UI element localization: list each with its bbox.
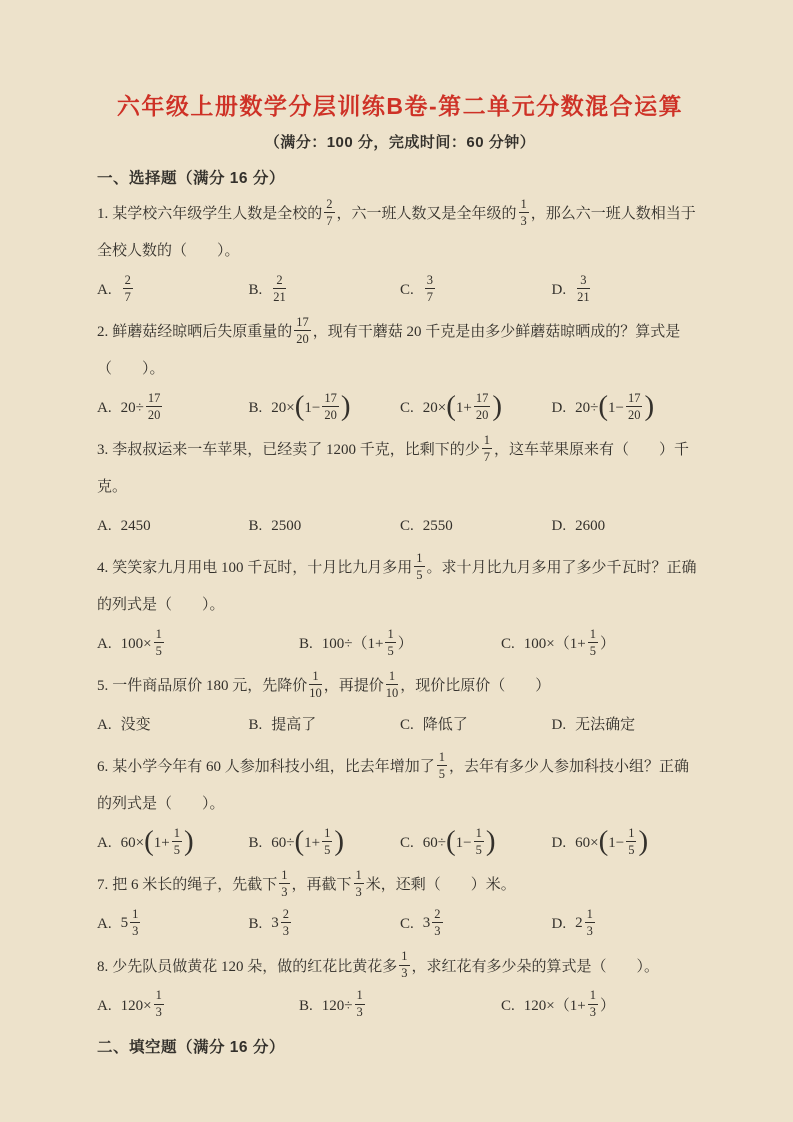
fraction [154,628,164,658]
option [552,507,704,545]
fraction-numerator: 17 [322,392,339,407]
question-number: 4. [97,560,109,576]
fraction [474,392,491,422]
fraction-numerator: 1 [588,628,598,643]
text-run: ，再截下 [291,877,352,893]
option-label: B. [299,997,313,1014]
option: A. 60×(1+ $\frac{1}{5}$ ) [97,824,194,857]
text-run: 笑笑家九月用电 100 千瓦时，十月比九月多用 [112,560,413,576]
fraction [474,827,484,857]
option-label: C. [400,400,414,416]
fraction-numerator: 1 [172,827,182,842]
fraction [322,827,332,857]
question-stem [97,432,703,506]
option [400,507,552,545]
option [249,706,401,744]
mixed-number [271,906,293,938]
fraction-denominator: 21 [577,289,590,304]
question-stem [97,749,703,823]
option: C. 20×(1+ $\frac{17}{20}$ ) [400,389,503,422]
section-heading-choice: 一、选择题（满分 16 分） [97,170,285,187]
text-run: 60× [575,835,599,851]
text-run: 把 6 米长的绳子，先截下 [112,877,278,893]
text-run: ，现有干蘑菇 20 千克是由多少鲜蘑菇晾晒成的？算式是（ ）。 [97,324,681,377]
text-run: ，去年有多少人参加科技小组？正确的列式是（ ）。 [97,759,690,812]
fraction [273,274,286,304]
option-label: C. [400,835,414,851]
text-run: 60÷ [271,835,295,851]
text-run: 1− [608,400,624,416]
fraction-denominator: 10 [309,685,322,700]
fraction-denominator: 20 [324,407,337,422]
option-label: D. [551,518,567,534]
fraction-denominator: 5 [589,643,596,658]
mixed-number [120,906,143,938]
fraction-numerator: 1 [355,989,365,1004]
fraction-numerator: 2 [432,908,442,923]
options-row [97,271,703,309]
fraction-denominator: 20 [627,407,641,422]
fraction [294,316,311,346]
fraction-denominator: 3 [401,966,408,981]
text-run: ，这车苹果原来有（ ）千克。 [97,442,690,495]
fraction-denominator: 3 [586,923,593,938]
fraction-denominator: 20 [296,331,309,346]
text-run: 1+ [153,835,170,851]
options-row [97,507,703,545]
fraction-denominator: 3 [132,923,139,938]
text-run: 100× [120,636,152,652]
fraction-denominator: 21 [273,289,286,304]
option-label: D. [551,717,567,733]
fraction [588,628,598,658]
text-run: 20× [271,400,295,416]
fraction-numerator: 3 [425,274,435,289]
option [97,905,249,944]
text-run: 120× [120,997,152,1014]
text-run: 没变 [120,717,151,733]
fraction-numerator: 1 [386,670,399,685]
option [249,905,401,944]
option-label: A. [97,997,112,1014]
fraction-denominator: 20 [475,407,489,422]
option: B. 60÷(1+ $\frac{1}{5}$ ) [248,824,345,857]
text-run: 无法确定 [575,717,636,733]
fraction [585,908,595,938]
question-4 [97,550,703,663]
text-run: ，六一班人数又是全年级的 [336,206,517,222]
option [552,905,704,944]
text-run: 某小学今年有 60 人参加科技小组，比去年增加了 [112,759,435,775]
option-label: B. [248,518,263,534]
fraction-denominator: 7 [124,289,131,304]
option [501,625,703,663]
fraction-numerator: 1 [385,628,395,643]
option-label: C. [400,916,414,932]
option-label: C. [400,518,414,534]
section-heading-fill-blank: 二、填空题（满分 16 分） [97,1038,285,1056]
option-label: C. [501,636,515,652]
mixed-whole: 3 [271,914,279,931]
text-run: 降低了 [422,717,468,733]
text-run: 1+ [455,400,472,416]
text-run: ） [397,636,413,652]
fraction-numerator: 1 [322,827,332,842]
fraction [146,392,163,422]
question-stem [97,196,703,270]
options-row [97,389,703,427]
text-run: 120÷ [321,997,353,1014]
option [400,905,552,944]
fraction-numerator: 1 [309,670,322,685]
text-run: 鲜蘑菇经晾晒后失原重量的 [112,324,293,340]
fraction-denominator: 3 [356,1005,363,1020]
options-row [97,905,703,944]
text-run: 100×（1+ [523,636,586,652]
fraction [385,628,395,658]
question-1 [97,196,703,309]
fraction [519,198,529,228]
text-run: 2550 [422,518,453,534]
option-label: B. [248,916,263,932]
option-label: D. [551,282,567,298]
option [97,271,249,309]
fraction-numerator: 1 [482,434,492,449]
option [400,706,552,744]
fraction-denominator: 3 [282,923,290,938]
text-run: 60÷ [422,835,446,851]
options-row [97,824,703,862]
fraction-denominator: 7 [426,289,434,304]
fraction-denominator: 5 [475,842,482,857]
text-run: 2600 [575,518,606,534]
option [97,507,249,545]
fraction [626,392,643,422]
text-run: 60× [120,835,145,851]
text-run: ） [599,636,615,652]
fraction-numerator: 1 [626,827,636,842]
fraction-denominator: 3 [589,1005,596,1020]
fraction [309,670,322,700]
option-label: B. [248,835,263,851]
question-number: 8. [97,958,109,975]
fraction-numerator: 17 [294,316,311,331]
fraction-numerator: 1 [154,989,164,1004]
fraction [324,198,334,228]
option-label: A. [97,717,112,733]
question-number: 5. [97,678,109,694]
fraction-denominator: 10 [385,685,399,700]
text-run: 某学校六年级学生人数是全校的 [112,206,323,222]
fraction-denominator: 5 [155,643,162,658]
exam-score-time-subtitle: （满分：100 分，完成时间：60 分钟） [264,134,536,151]
fraction [354,869,364,899]
fraction-denominator: 5 [387,643,394,658]
fraction [626,827,636,857]
option-label: B. [299,636,313,652]
fraction [577,274,590,304]
option: B. 20×(1− $\frac{17}{20}$ ) [248,389,351,422]
fraction-numerator: 1 [354,869,364,884]
option [97,389,249,427]
mixed-whole: 3 [422,914,431,931]
option [97,987,299,1025]
fraction-numerator: 2 [324,198,334,213]
fraction-denominator: 3 [155,1005,162,1020]
text-run: ，再提价 [323,678,384,694]
text-run: 1− [608,835,625,851]
option-label: D. [551,835,567,851]
text-run: 20÷ [120,400,144,416]
text-run: 2450 [120,518,151,534]
text-run: 米，还剩（ ）米。 [365,877,516,893]
option [299,625,501,663]
fraction-numerator: 2 [273,274,286,289]
question-8 [97,949,703,1025]
fraction [432,908,442,938]
fraction-denominator: 7 [483,449,491,464]
text-run: 20÷ [575,400,599,416]
mixed-whole: 5 [120,914,129,931]
fraction-numerator: 1 [399,950,409,965]
text-run: ，求红花有多少朵的算式是（ ）。 [411,958,660,975]
fraction-numerator: 2 [123,274,133,289]
option-label: C. [501,997,515,1014]
fraction-denominator: 3 [281,884,288,899]
text-run: 一件商品原价 180 元，先降价 [112,678,308,694]
fraction [154,989,164,1019]
fraction-denominator: 3 [355,884,362,899]
text-run: ，那么六一班人数相当于全校人数的（ ）。 [97,206,696,259]
fraction-numerator: 1 [279,869,289,884]
fraction [482,434,492,464]
mixed-number [575,906,597,938]
question-number: 1. [97,206,109,222]
questions-container [97,196,703,1025]
fraction-numerator: 1 [130,908,140,923]
question-number: 7. [97,877,109,893]
fraction [399,950,409,980]
option [97,625,299,663]
fraction [123,274,133,304]
fraction [355,989,365,1019]
option-label: A. [97,916,112,932]
text-run: 李叔叔运来一车苹果，已经卖了 1200 千克，比剩下的少 [112,442,480,458]
fraction-numerator: 1 [474,827,484,842]
option [299,987,501,1025]
question-stem [97,314,703,388]
fraction-numerator: 1 [588,989,598,1004]
option-label: A. [97,518,112,534]
option [552,706,704,744]
option [400,271,552,309]
option [249,271,401,309]
fraction-denominator: 7 [326,213,333,228]
fraction-numerator: 17 [474,392,491,407]
option-label: A. [97,400,112,416]
option: C. 60÷(1− $\frac{1}{5}$ ) [400,824,496,857]
mixed-number [422,906,445,938]
option-label: B. [248,400,263,416]
text-run: 120×（1+ [523,997,586,1014]
text-run: 少先队员做黄花 120 朵，做的红花比黄花多 [112,958,398,975]
fraction [279,869,289,899]
option-label: C. [400,717,414,733]
option-label: B. [248,282,263,298]
question-7 [97,867,703,944]
fraction-denominator: 5 [173,842,180,857]
option-label: D. [551,400,567,416]
fraction [425,274,435,304]
text-run: 1− [304,400,321,416]
fraction-numerator: 17 [146,392,163,407]
options-row [97,625,703,663]
fraction-denominator: 5 [438,766,446,781]
question-stem [97,668,703,705]
fraction-numerator: 1 [519,198,529,213]
question-2 [97,314,703,427]
option: D. 60×(1− $\frac{1}{5}$ ) [551,824,649,857]
text-run: ，现价比原价（ ） [400,678,551,694]
fraction-denominator: 20 [147,407,161,422]
mixed-whole: 2 [575,914,583,931]
option [501,987,703,1025]
text-run: 提高了 [271,717,317,733]
fraction-denominator: 5 [416,567,423,582]
fraction-numerator: 1 [437,751,447,766]
option: D. 20÷(1− $\frac{17}{20}$ ) [551,389,655,422]
fraction-denominator: 3 [520,213,527,228]
fraction [414,552,424,582]
fraction [322,392,339,422]
text-run: 。求十月比九月多用了多少千瓦时？正确的列式是（ ）。 [97,560,697,613]
fraction-numerator: 2 [281,908,291,923]
fraction-denominator: 5 [324,842,331,857]
fraction [130,908,140,938]
fraction-numerator: 1 [414,552,424,567]
text-run: 20× [422,400,447,416]
text-run: 1+ [304,835,321,851]
fraction [588,989,598,1019]
question-stem [97,550,703,624]
page-title: 六年级上册数学分层训练B卷-第二单元分数混合运算 [116,93,684,119]
fraction [437,751,447,781]
text-run: ） [599,997,615,1014]
fraction-denominator: 5 [628,842,635,857]
text-run: 1− [455,835,472,851]
fraction [172,827,182,857]
option-label: A. [97,282,112,298]
option-label: A. [97,636,112,652]
question-stem [97,949,703,986]
fraction-denominator: 3 [434,923,441,938]
question-6 [97,749,703,862]
options-row [97,706,703,744]
question-number: 3. [97,442,109,458]
option-label: C. [400,282,414,298]
fraction-numerator: 3 [577,274,590,289]
text-run: 2500 [271,518,302,534]
fraction-numerator: 1 [585,908,595,923]
option-label: D. [551,916,567,932]
option [552,271,704,309]
option-label: A. [97,835,112,851]
fraction [386,670,399,700]
option-label: B. [248,717,263,733]
question-5 [97,668,703,744]
fraction [281,908,291,938]
question-3 [97,432,703,545]
question-stem [97,867,703,904]
options-row [97,987,703,1025]
question-number: 2. [97,324,109,340]
fraction-numerator: 1 [154,628,164,643]
option [249,507,401,545]
question-number: 6. [97,759,109,775]
fraction-numerator: 17 [626,392,643,407]
text-run: 100÷（1+ [321,636,384,652]
option [97,706,249,744]
